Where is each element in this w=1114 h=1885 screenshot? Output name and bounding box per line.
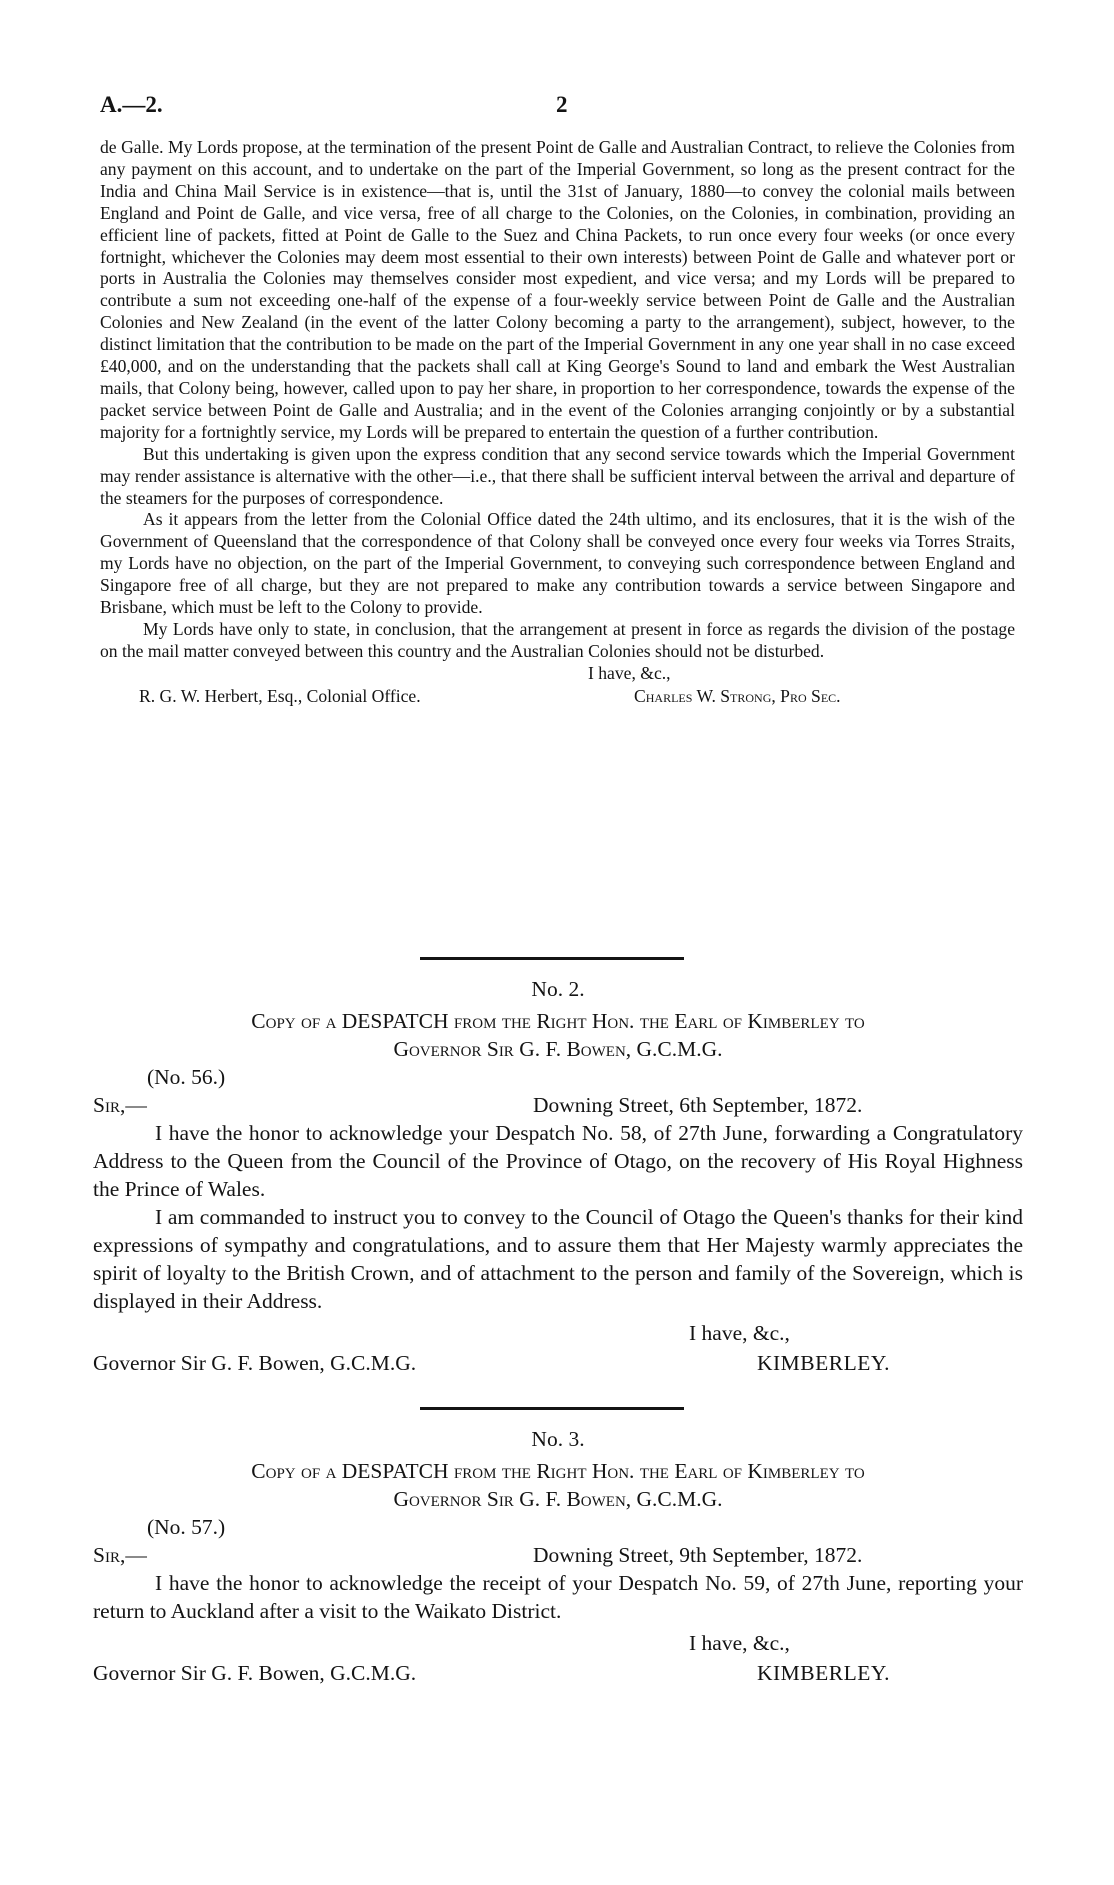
page-number: 2 [556,92,568,117]
despatch-title [93,1007,1023,1035]
despatch-ref: (No. 57.) [147,1515,226,1539]
despatch-title-continued [93,1035,1023,1063]
addressee: Governor Sir G. F. Bowen, G.C.M.G. [93,1351,417,1375]
paragraph: But this undertaking is given upon the express condition that any second service towards which the Imperial Government may render assistance is alternative with the other—i.e., that there shall be sufficient interval between the arrival and departure of the steamers for the purposes of correspondence. [100,443,1015,508]
paragraph: My Lords have only to state, in conclusion, that the arrangement at present in force as regards the division of the postage on the mail matter conveyed between this country and the Australian Colonies should not be disturbed. [100,618,1015,661]
place-date: Downing Street, 6th September, 1872. [533,1093,863,1117]
section-divider [420,957,684,960]
title-line: Copy of a DESPATCH from the Right Hon. the Earl of Kimberley to [251,1009,865,1033]
despatch-no-2 [93,975,1023,1377]
salutation: Sir,— [93,1093,147,1117]
salutation-line [93,1541,1023,1569]
salutation: Sir,— [93,1543,147,1567]
title-line: Copy of a DESPATCH from the Right Hon. the Earl of Kimberley to [251,1459,865,1483]
addressee: Governor Sir G. F. Bowen, G.C.M.G. [93,1661,417,1685]
paragraph: I have the honor to acknowledge the receipt of your Despatch No. 59, of 27th June, reporting your return to Auckland after a visit to the Waikato District. [93,1571,1023,1623]
addressee: R. G. W. Herbert, Esq., Colonial Office. [139,685,421,706]
signature-block [93,1319,1023,1377]
paragraph: I have the honor to acknowledge your Despatch No. 58, of 27th June, forwarding a Congratulatory Address to the Queen from the Council of the Province of Otago, on the recovery of His Royal Highness the Prince of Wales. [93,1121,1023,1201]
closing-phrase: I have, &c., [689,1631,790,1655]
signatory: KIMBERLEY. [757,1661,891,1685]
signatory: KIMBERLEY. [757,1351,891,1375]
title-line: Governor Sir G. F. Bowen, G.C.M.G. [393,1487,723,1511]
despatch-number: No. 3. [531,1427,585,1451]
letter-signature-block [100,663,1015,709]
paper-reference: A.—2. [100,92,163,117]
despatch-no-3 [93,1425,1023,1687]
place-date: Downing Street, 9th September, 1872. [533,1543,863,1567]
despatch-ref: (No. 56.) [147,1065,226,1089]
despatch-number: No. 2. [531,977,585,1001]
letter-continuation [100,137,1015,709]
despatch-title [93,1457,1023,1485]
salutation-line [93,1091,1023,1119]
closing-phrase: I have, &c., [689,1321,790,1345]
paragraph: I am commanded to instruct you to convey to the Council of Otago the Queen's thanks for their kind expressions of sympathy and congratulations, and to assure them that Her Majesty warmly appreciates the spirit of loyalty to the British Crown, and of attachment to the person and family of the Sovereign, which is displayed in their Address. [93,1205,1023,1313]
signature-block [93,1629,1023,1687]
signatory: Charles W. Strong, Pro Sec. [634,685,841,706]
despatch-title-continued [93,1485,1023,1513]
closing-phrase: I have, &c., [588,662,671,683]
page-header [100,92,1015,122]
paragraph: As it appears from the letter from the Colonial Office dated the 24th ultimo, and its enclosures, that it is the wish of the Government of Queensland that the correspondence of that Colony shall be conveyed once every four weeks via Torres Straits, my Lords have no objection, on the part of the Imperial Government, to conveying such correspondence between England and Singapore free of all charge, but they are not prepared to make any contribution towards a service between Singapore and Brisbane, which must be left to the Colony to provide. [100,509,1015,618]
title-line: Governor Sir G. F. Bowen, G.C.M.G. [393,1037,723,1061]
section-divider [420,1407,684,1410]
paragraph: de Galle. My Lords propose, at the termination of the present Point de Galle and Australian Contract, to relieve the Colonies from any payment on this account, and to undertake on the part of the Imperial Government, so long as the present contract for the India and China Mail Service is in existence—that is, until the 31st of January, 1880—to convey the colonial mails between England and Point de Galle, and vice versa, free of all charge to the Colonies, on the Colonies, in combination, providing an efficient line of packets, fitted at Point de Galle to the Suez and China Packets, to run once every four weeks (or once every fortnight, whichever the Colonies may deem most essential to their own interests) between Point de Galle and whatever port or ports in Australia the Colonies may themselves consider most expedient, and vice versa; and my Lords will be prepared to contribute a sum not exceeding one-half of the expense of a four-weekly service between Point de Galle and the Australian Colonies and New Zealand (in the event of the latter Colony becoming a party to the arrangement), subject, however, to the distinct limitation that the contribution to be made on the part of the Imperial Government in any one year shall in no case exceed £40,000, and on the understanding that the packets shall call at King George's Sound to land and embark the West Australian mails, that Colony being, however, called upon to pay her share, in proportion to her correspondence, towards the expense of the packet service between Point de Galle and Australia; and in the event of the Colonies arranging conjointly or by a substantial majority for a fortnightly service, my Lords will be prepared to entertain the question of a further contribution. [100,137,1015,442]
